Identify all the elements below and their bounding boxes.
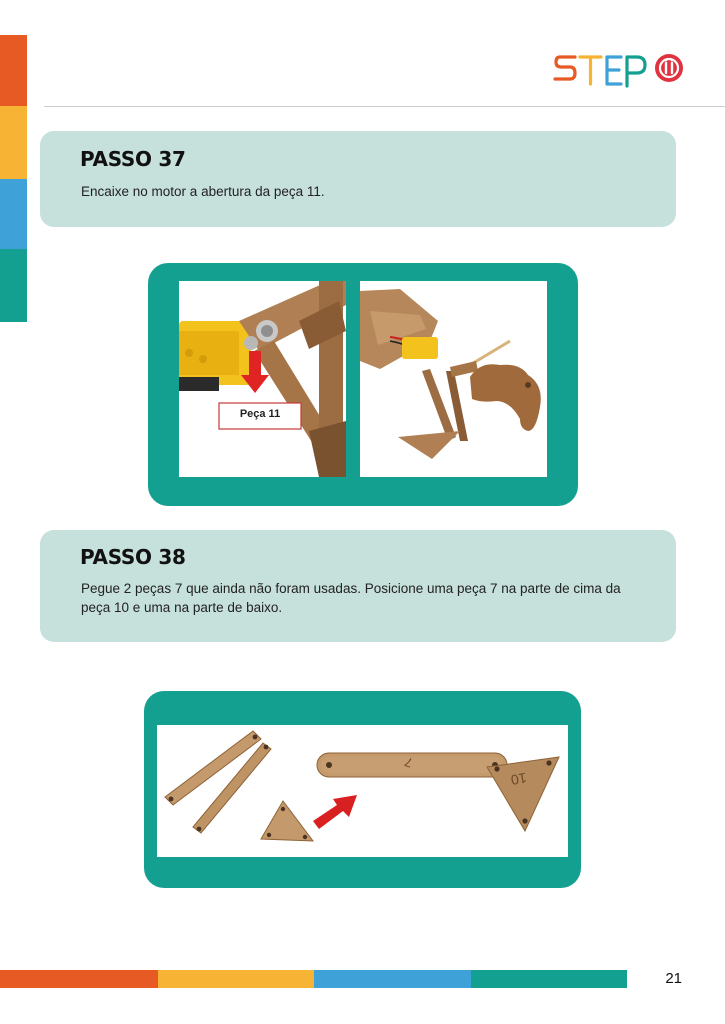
page-number: 21 [665,970,682,987]
step-37-image-frame [148,263,578,506]
step-37-photo-motor [179,281,346,477]
step-37-title: PASSO 37 [80,147,186,171]
footer-blue [314,970,471,988]
footer-color-bar [0,970,627,988]
step-38-title: PASSO 38 [80,545,186,569]
footer-orange [0,970,158,988]
step-37-text: Encaixe no motor a abertura da peça 11. [81,184,325,199]
step-38-photo-pieces [157,725,568,857]
horse-assembly-illustration [360,281,547,477]
side-color-strip [0,35,27,322]
strip-blue [0,179,27,249]
step-37-photo-horse [360,281,547,477]
strip-orange [0,35,27,106]
step-38-text: Pegue 2 peças 7 que ainda não foram usadas. Posicione uma peça 7 na parte de cima da peça 10 e uma na parte de baixo. [81,581,621,615]
step-37-callout-label: Peça 11 [239,408,281,420]
piece-7-label: 7 [402,754,415,771]
header-divider [44,106,725,107]
strip-teal [0,249,27,322]
step-38-image-frame [144,691,581,888]
motor-illustration [179,281,346,477]
piece-10-label: 10 [509,769,528,789]
strip-yellow [0,106,27,179]
step-37-box [40,131,676,227]
footer-teal [471,970,627,988]
step-38-box [40,530,676,642]
step-logo [553,48,688,92]
pieces-illustration [157,725,568,857]
footer-yellow [158,970,314,988]
